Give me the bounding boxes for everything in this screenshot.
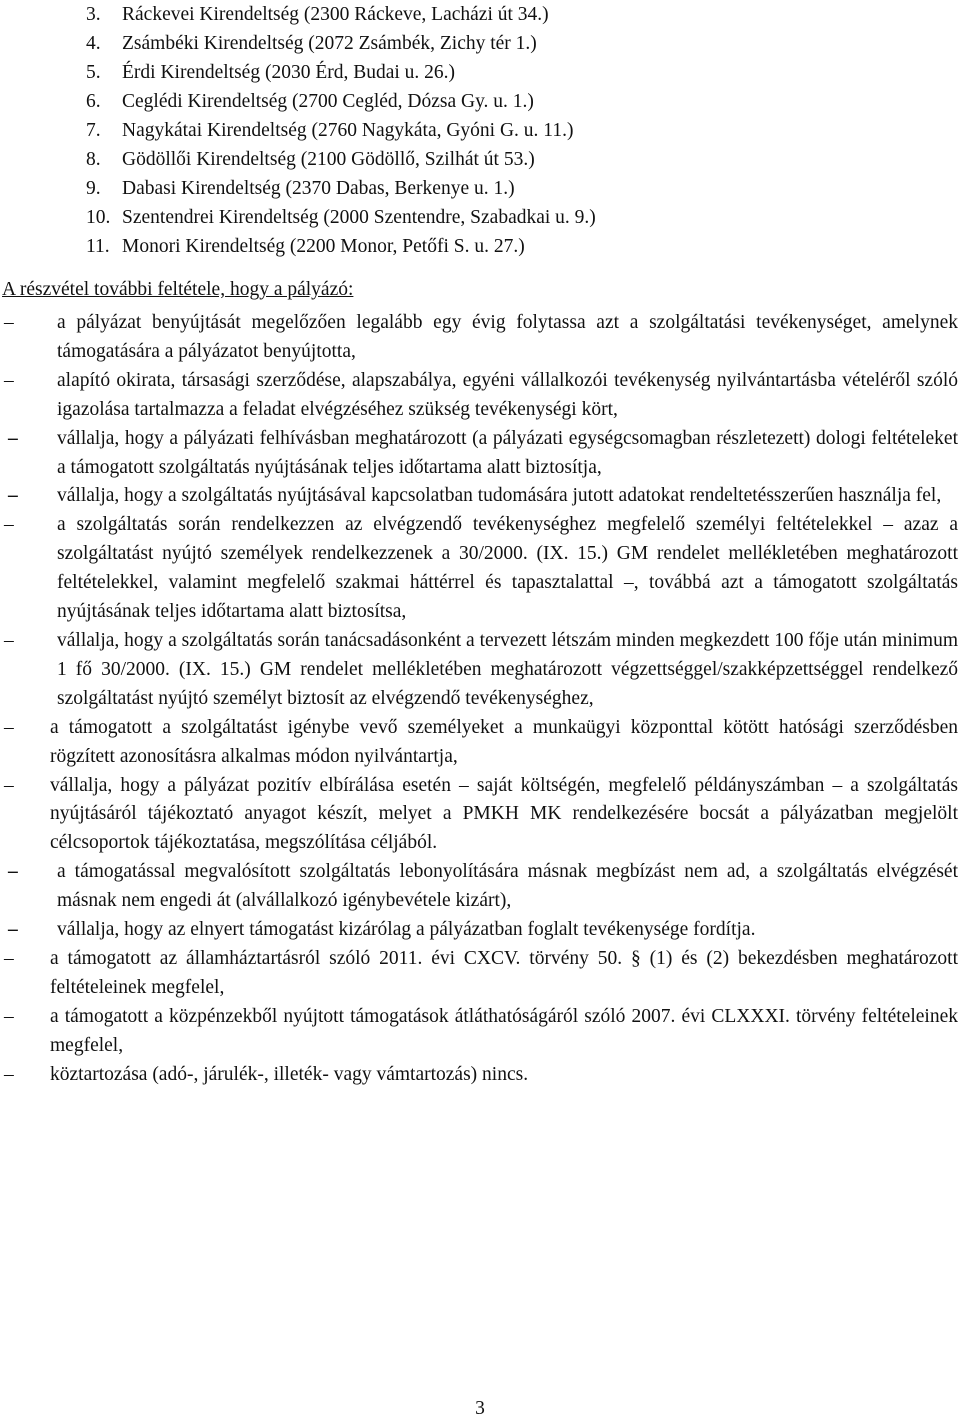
list-item <box>0 714 958 772</box>
list-item <box>0 309 958 367</box>
item-text: a szolgáltatás során rendelkezzen az elvégzendő tevékenységhez megfelelő személyi feltételekkel – azaz a szolgáltatást nyújtó személyek rendelkezzenek a 30/2000. (IX. 15.) GM rendelet mellékletében meghatározott feltételekkel, valamint megfelelő szakmai háttérrel és tapasztalattal –, továbbá azt a támogatott szolgáltatás nyújtásának teljes időtartama alatt biztosítsa, <box>57 514 958 623</box>
office-list <box>86 0 946 261</box>
list-item <box>0 511 958 627</box>
item-text: Ráckevei Kirendeltség (2300 Ráckeve, Lacházi út 34.) <box>122 4 549 25</box>
dash-bullet: – <box>4 1063 14 1085</box>
item-number: 8. <box>86 149 101 170</box>
dash-bullet: – <box>8 861 18 883</box>
list-item <box>0 916 958 945</box>
item-text: a támogatott a szolgáltatást igénybe vevő személyeket a munkaügyi központtal kötött hatósági szerződésben rögzített azonosításra alkalmas módon nyilvántartja, <box>50 716 958 767</box>
list-item <box>0 425 958 483</box>
list-item <box>86 58 946 87</box>
item-number: 10. <box>86 207 111 228</box>
item-text: vállalja, hogy a szolgáltatás során tanácsadásonként a tervezett létszám minden megkezdett 100 fője után minimum 1 fő 30/2000. (IX. 15.) GM rendelet mellékletében meghatározott végzettséggel/szakképzettséggel rendelkező szolgáltatást nyújtó személyt biztosít az elvégzendő tevékenységhez, <box>57 629 958 709</box>
dash-bullet: – <box>4 312 14 333</box>
item-number: 6. <box>86 91 101 112</box>
list-item <box>86 29 946 58</box>
list-item <box>86 174 946 203</box>
item-text: köztartozása (adó-, járulék-, illeték- vagy vámtartozás) nincs. <box>50 1063 529 1085</box>
item-text: Ceglédi Kirendeltség (2700 Cegléd, Dózsa Gy. u. 1.) <box>122 91 534 112</box>
list-item <box>86 87 946 116</box>
section-heading: A részvétel további feltétele, hogy a pályázó: <box>2 279 354 300</box>
list-item <box>0 1061 958 1090</box>
list-item <box>86 232 946 261</box>
list-item <box>0 772 958 859</box>
list-item <box>0 1003 958 1061</box>
item-text: alapító okirata, társasági szerződése, alapszabálya, egyéni vállalkozói tevékenység nyilvántartásba vételéről szóló igazolása tartalmazza a feladat elvégzéséhez szükség tevékenységi kört, <box>57 369 958 420</box>
item-number: 11. <box>86 236 110 257</box>
item-text: vállalja, hogy a pályázat pozitív elbírálása esetén – saját költségén, megfelelő példányszámban – a szolgáltatás nyújtásáról tájékoztató anyagot készít, melyet a PMKH MK rendelkezésére bocsát a pályázatban megjelölt célcsoportok tájékoztatása, megszólítása céljából. <box>50 774 958 854</box>
item-text: vállalja, hogy a szolgáltatás nyújtásával kapcsolatban tudomására jutott adatokat rendeltetésszerűen használja fel, <box>57 485 942 507</box>
list-item <box>86 0 946 29</box>
item-text: Szentendrei Kirendeltség (2000 Szentendre, Szabadkai u. 9.) <box>122 207 596 228</box>
item-text: Nagykátai Kirendeltség (2760 Nagykáta, Gyóni G. u. 11.) <box>122 120 574 141</box>
dash-bullet: – <box>8 485 18 507</box>
item-number: 9. <box>86 178 101 199</box>
item-number: 4. <box>86 33 101 54</box>
item-number: 5. <box>86 62 101 83</box>
list-item <box>0 482 958 511</box>
page-number: 3 <box>475 1398 485 1419</box>
item-text: vállalja, hogy az elnyert támogatást kizárólag a pályázatban foglalt tevékenysége fordítja. <box>57 919 756 941</box>
item-text: a támogatott az államháztartásról szóló 2011. évi CXCV. törvény 50. § (1) és (2) bekezdésben meghatározott feltételeinek megfelel, <box>50 947 958 998</box>
item-number: 7. <box>86 120 101 141</box>
item-text: a támogatással megvalósított szolgáltatás lebonyolítására másnak megbízást nem ad, a szolgáltatás elvégzését másnak nem engedi át (alvállalkozó igénybevétele kizárt), <box>57 861 958 912</box>
dash-bullet: – <box>4 716 14 738</box>
list-item <box>0 627 958 714</box>
list-item <box>0 858 958 916</box>
dash-bullet: – <box>4 774 14 796</box>
item-text: Zsámbéki Kirendeltség (2072 Zsámbék, Zichy tér 1.) <box>122 33 537 54</box>
item-text: Érdi Kirendeltség (2030 Érd, Budai u. 26.) <box>122 62 456 83</box>
dash-bullet: – <box>4 629 14 651</box>
item-number: 3. <box>86 4 101 25</box>
list-item <box>86 116 946 145</box>
dash-bullet: – <box>4 514 14 536</box>
conditions-list <box>0 309 958 1089</box>
item-text: Gödöllői Kirendeltség (2100 Gödöllő, Szilhát út 53.) <box>122 149 535 170</box>
dash-bullet: – <box>4 947 14 969</box>
list-item <box>86 145 946 174</box>
item-text: Monori Kirendeltség (2200 Monor, Petőfi S. u. 27.) <box>122 236 525 257</box>
list-item <box>0 945 958 1003</box>
item-text: a támogatott a közpénzekből nyújtott támogatások átláthatóságáról szóló 2007. évi CLXXXI. törvény feltételeinek megfelel, <box>50 1005 958 1056</box>
item-text: Dabasi Kirendeltség (2370 Dabas, Berkenye u. 1.) <box>122 178 515 199</box>
item-text: vállalja, hogy a pályázati felhívásban meghatározott (a pályázati egységcsomagban részletezett) dologi feltételeket a támogatott szolgáltatás nyújtásának teljes időtartama alatt biztosítja, <box>57 427 958 478</box>
item-text: a pályázat benyújtását megelőzően legalább egy évig folytassa azt a szolgáltatási tevékenységet, amelynek támogatására a pályázatot benyújtotta, <box>57 312 958 362</box>
list-item <box>86 203 946 232</box>
list-item <box>0 367 958 425</box>
dash-bullet: – <box>8 919 18 941</box>
dash-bullet: – <box>4 369 14 391</box>
dash-bullet: – <box>8 427 18 449</box>
dash-bullet: – <box>4 1005 14 1027</box>
